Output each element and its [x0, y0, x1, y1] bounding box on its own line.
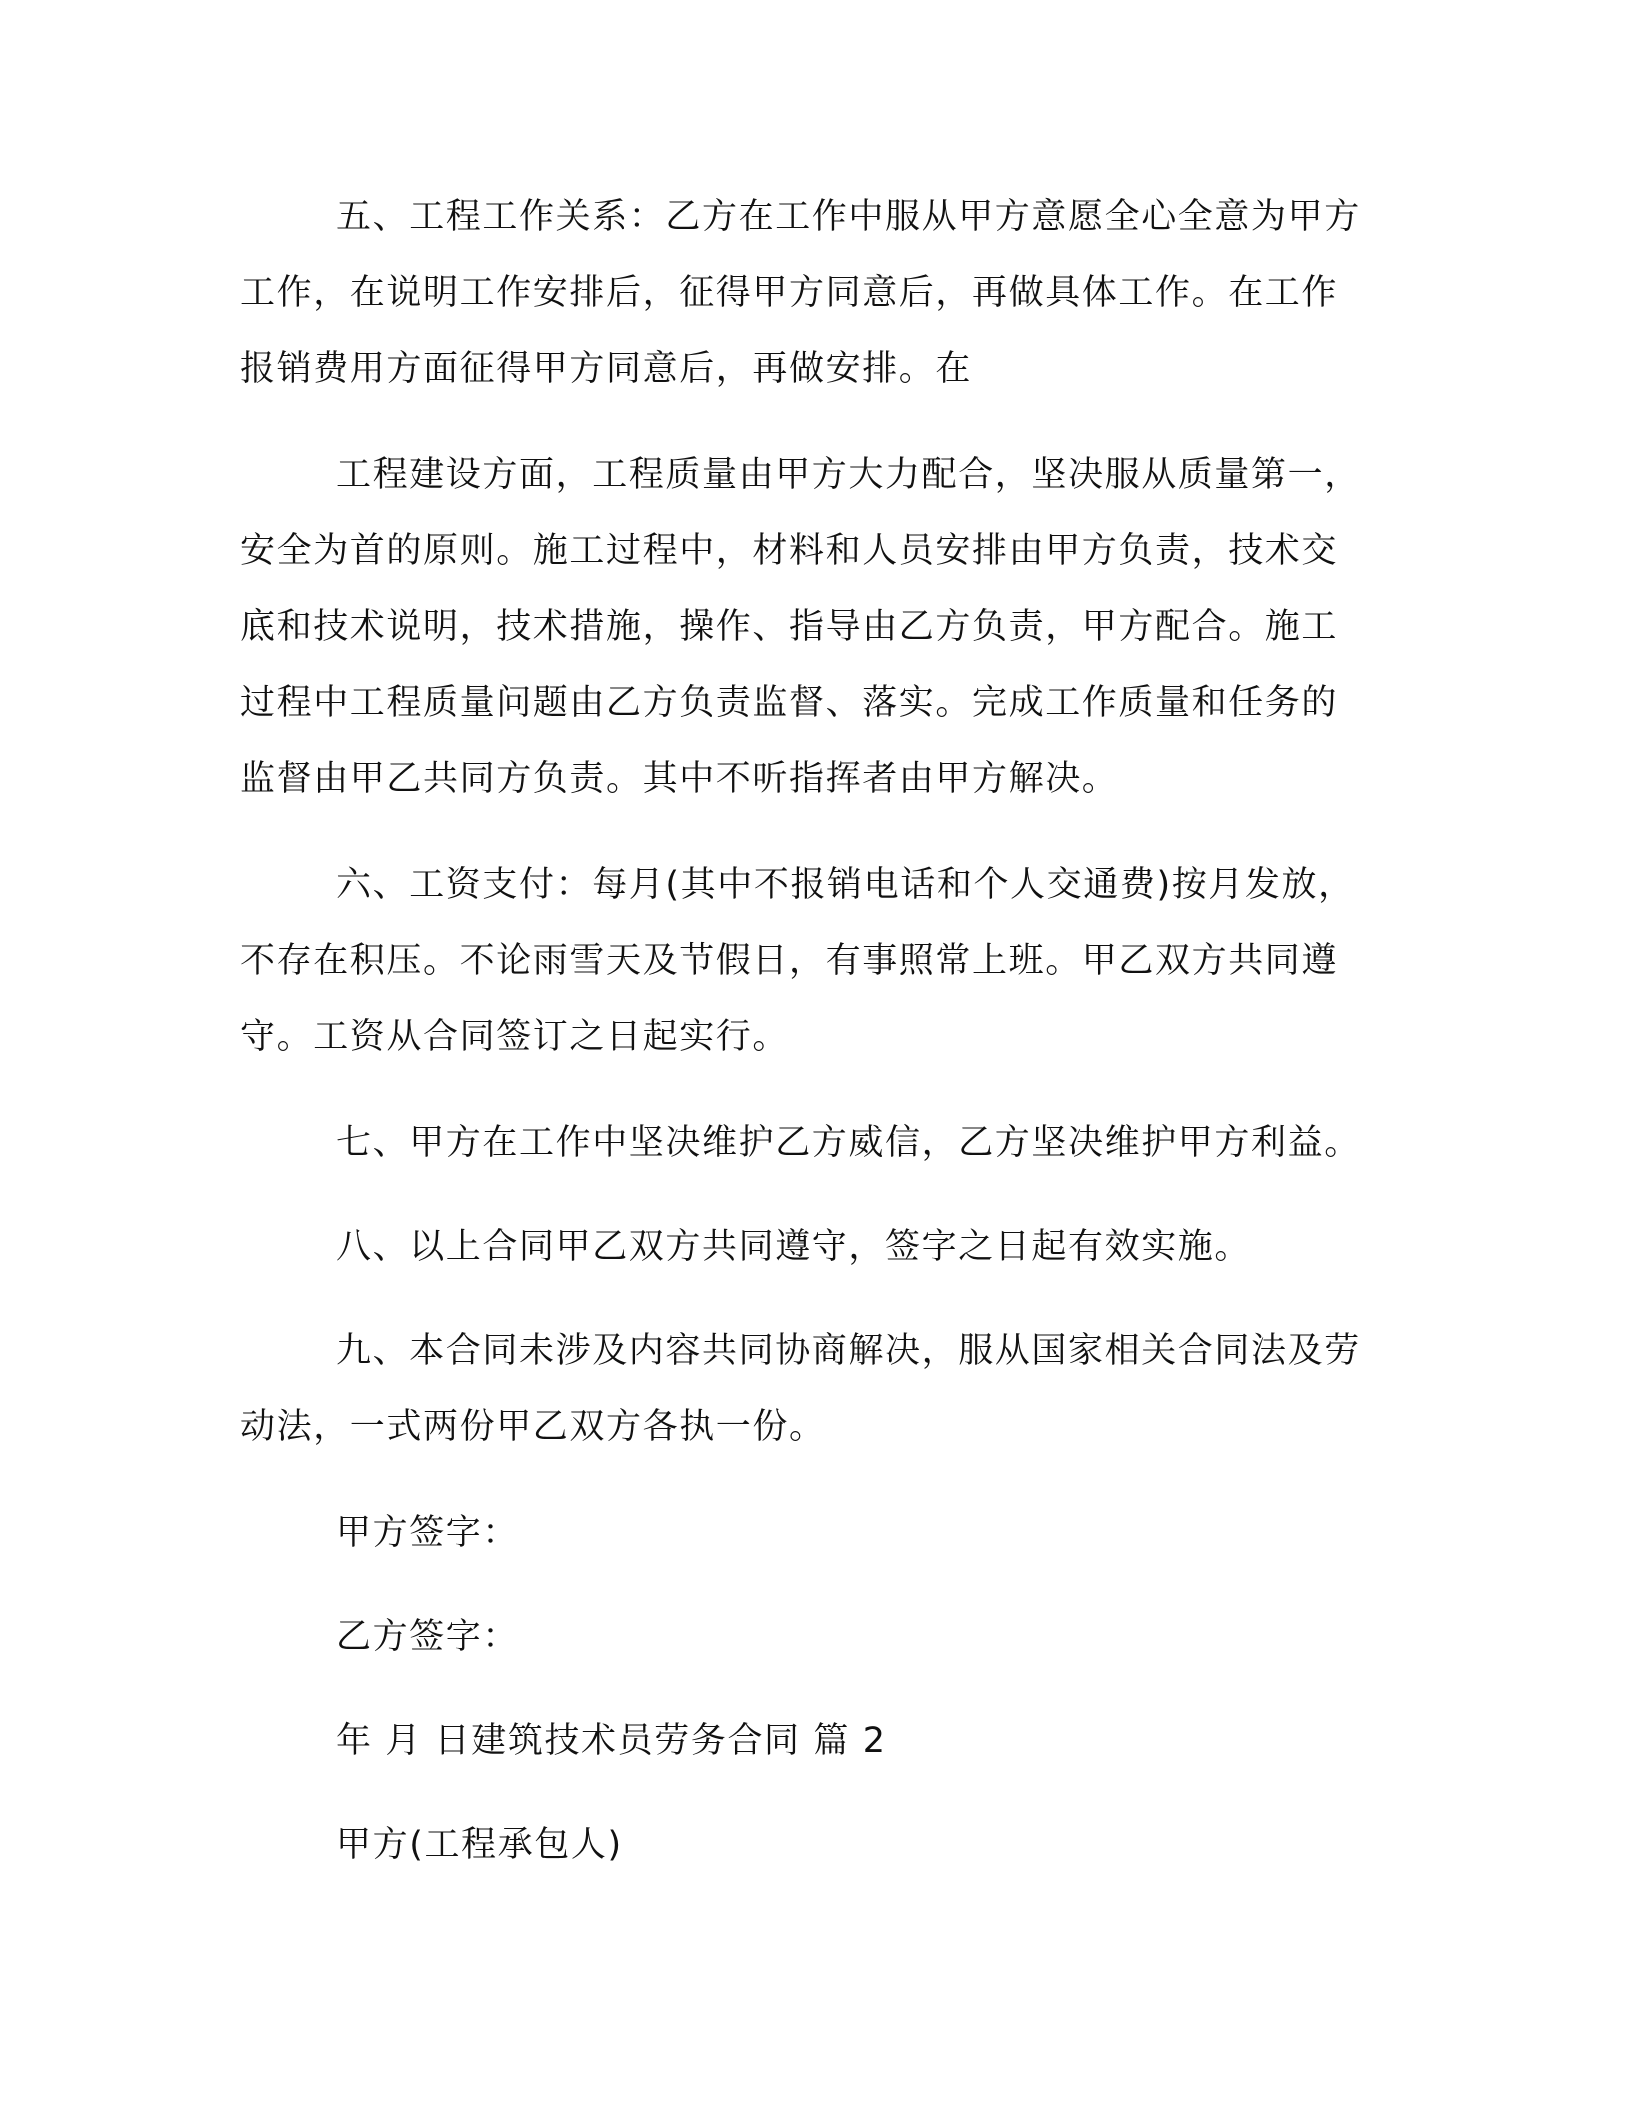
clause-9-line-1: 九、本合同未涉及内容共同协商解决，服从国家相关合同法及劳	[336, 1331, 1361, 1371]
clause-9-line-2: 动法，一式两份甲乙双方各执一份。	[240, 1407, 826, 1447]
clause-6-line-3: 守。工资从合同签订之日起实行。	[240, 1017, 790, 1057]
clause-5-line-2: 工作，在说明工作安排后，征得甲方同意后，再做具体工作。在工作	[240, 273, 1339, 313]
party-b-signature-label: 乙方签字：	[336, 1617, 520, 1657]
date-and-section-heading: 年 月 日建筑技术员劳务合同 篇 2	[336, 1721, 887, 1761]
clause-5-line-1: 五、工程工作关系：乙方在工作中服从甲方意愿全心全意为甲方	[336, 197, 1361, 237]
construction-line-5: 监督由甲乙共同方负责。其中不听指挥者由甲方解决。	[240, 759, 1119, 799]
clause-5-line-3: 报销费用方面征得甲方同意后，再做安排。在	[240, 349, 973, 389]
clause-8: 八、以上合同甲乙双方共同遵守，签字之日起有效实施。	[336, 1227, 1252, 1267]
construction-line-3: 底和技术说明，技术措施，操作、指导由乙方负责，甲方配合。施工	[240, 607, 1339, 647]
party-a-contractor-label: 甲方(工程承包人)	[336, 1825, 623, 1865]
construction-line-2: 安全为首的原则。施工过程中，材料和人员安排由甲方负责，技术交	[240, 531, 1339, 571]
clause-6-line-2: 不存在积压。不论雨雪天及节假日，有事照常上班。甲乙双方共同遵	[240, 941, 1339, 981]
clause-6-line-1: 六、工资支付：每月(其中不报销电话和个人交通费)按月发放，	[336, 865, 1355, 905]
construction-line-4: 过程中工程质量问题由乙方负责监督、落实。完成工作质量和任务的	[240, 683, 1339, 723]
party-a-signature-label: 甲方签字：	[336, 1513, 520, 1553]
clause-7: 七、甲方在工作中坚决维护乙方威信，乙方坚决维护甲方利益。	[336, 1123, 1361, 1163]
construction-line-1: 工程建设方面，工程质量由甲方大力配合，坚决服从质量第一，	[336, 455, 1361, 495]
